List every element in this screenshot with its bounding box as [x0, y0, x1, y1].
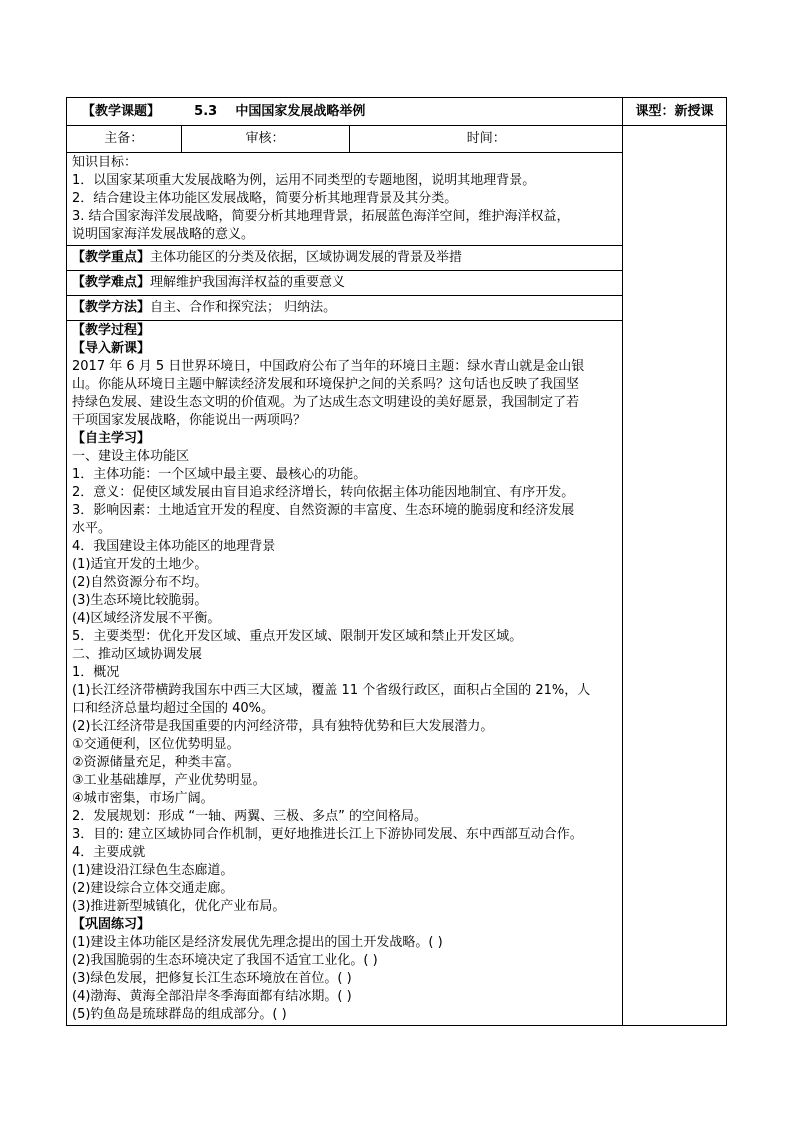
- intro-line: 干项国家发展战略，你能说出一两项吗？: [72, 413, 307, 428]
- key-points-label: 【教学重点】: [72, 250, 151, 265]
- study-line: 2．发展规划：形成 “一轴、两翼、三极、多点” 的空间格局。: [72, 809, 428, 824]
- methods-cell: [67, 296, 623, 321]
- prepared-by: 主备：: [67, 126, 181, 152]
- intro-title: 【导入新课】: [72, 341, 151, 356]
- study-line: ①交通便利，区位优势明显。: [72, 737, 240, 752]
- course-label: 【教学课题】: [82, 103, 161, 119]
- study-line: (2)自然资源分布不均。: [72, 575, 208, 590]
- study-line: 二、推动区域协调发展: [72, 647, 203, 662]
- reviewed-by: 审核：: [181, 126, 349, 152]
- meta-table: [67, 126, 623, 152]
- practice-line: (5)钓鱼岛是琉球群岛的组成部分。( ): [72, 1007, 287, 1022]
- study-line: (2)长江经济带是我国重要的内河经济带，具有独特优势和巨大发展潜力。: [72, 719, 494, 734]
- intro-line: 2017 年 6 月 5 日世界环境日，中国政府公布了当年的环境日主题：绿水青山就是金山银: [72, 359, 585, 374]
- study-line: 一、建设主体功能区: [72, 449, 190, 464]
- methods-label: 【教学方法】: [72, 300, 151, 315]
- lesson-type: 课型：新授课: [623, 98, 727, 126]
- practice-line: (1)建设主体功能区是经济发展优先理念提出的国土开发战略。( ): [72, 935, 443, 950]
- study-line: ③工业基础雄厚，产业优势明显。: [72, 773, 266, 788]
- practice-line: (2)我国脆弱的生态环境决定了我国不适宜工业化。( ): [72, 953, 378, 968]
- objective-item: 2．结合建设主体功能区发展战略，简要分析其地理背景及其分类。: [72, 191, 458, 206]
- study-line: 4．我国建设主体功能区的地理背景: [72, 539, 276, 554]
- intro-line: 持绿色发展、建设生态文明的价值观。为了达成生态文明建设的美好愿景，我国制定了若: [72, 395, 580, 410]
- methods-text: 自主、合作和探究法； 归纳法。: [150, 300, 337, 315]
- lesson-plan-table: [66, 97, 727, 1026]
- study-line: 口和经济总量均超过全国的 40%。: [72, 701, 275, 716]
- objective-item: 说明国家海洋发展战略的意义。: [72, 227, 255, 242]
- key-points-text: 主体功能区的分类及依据，区域协调发展的背景及举措: [150, 250, 463, 265]
- meta-row: [67, 126, 727, 153]
- practice-line: (3)绿色发展，把修复长江生态环境放在首位。( ): [72, 971, 352, 986]
- study-line: (3)推进新型城镇化，优化产业布局。: [72, 899, 286, 914]
- lesson-title: 中国国家发展战略举例: [235, 103, 366, 119]
- study-line: 4．主要成就: [72, 845, 146, 860]
- study-line: ②资源储量充足，种类丰富。: [72, 755, 240, 770]
- study-line: ④城市密集，市场广阔。: [72, 791, 214, 806]
- self-study-title: 【自主学习】: [72, 431, 151, 446]
- practice-line: (4)渤海、黄海全部沿岸冬季海面都有结冰期。( ): [72, 989, 352, 1004]
- objective-item: 1．以国家某项重大发展战略为例，运用不同类型的专题地图，说明其地理背景。: [72, 173, 536, 188]
- difficulties-label: 【教学难点】: [72, 275, 151, 290]
- practice-title: 【巩固练习】: [72, 917, 151, 932]
- study-line: 1．主体功能：一个区域中最主要、最核心的功能。: [72, 467, 367, 482]
- study-line: 5．主要类型：优化开发区域、重点开发区域、限制开发区域和禁止开发区域。: [72, 629, 523, 644]
- difficulties-text: 理解维护我国海洋权益的重要意义: [150, 275, 346, 290]
- study-line: 水平。: [72, 521, 112, 536]
- side-notes-column: [623, 126, 727, 1026]
- process-cell: [67, 321, 623, 1026]
- time-field: 时间：: [466, 131, 506, 146]
- lesson-number: 5.3: [194, 103, 218, 119]
- study-line: 2．意义：促使区域发展由盲目追求经济增长，转向依据主体功能因地制宜、有序开发。: [72, 485, 575, 500]
- difficulties-cell: [67, 271, 623, 296]
- study-line: 3．目的: 建立区域协同合作机制，更好地推进长江上下游协同发展、东中西部互动合作。: [72, 827, 583, 842]
- key-points-cell: [67, 246, 623, 271]
- study-line: (3)生态环境比较脆弱。: [72, 593, 208, 608]
- objectives-title: 知识目标：: [72, 155, 138, 170]
- study-line: (1)建设沿江绿色生态廊道。: [72, 863, 234, 878]
- meta-cell: [67, 126, 623, 153]
- lesson-topic-cell: [67, 98, 623, 126]
- study-line: (1)适宜开发的土地少。: [72, 557, 208, 572]
- objectives-cell: [67, 153, 623, 246]
- objective-item: 3. 结合国家海洋发展战略，简要分析其地理背景，拓展蓝色海洋空间，维护海洋权益，: [72, 209, 570, 224]
- study-line: (1)长江经济带横跨我国东中西三大区域，覆盖 11 个省级行政区，面积占全国的 21%，人: [72, 683, 591, 698]
- intro-line: 山。你能从环境日主题中解读经济发展和环境保护之间的关系吗？这句话也反映了我国坚: [72, 377, 580, 392]
- study-line: (2)建设综合立体交通走廊。: [72, 881, 234, 896]
- study-line: 1．概况: [72, 665, 120, 680]
- process-title: 【教学过程】: [72, 323, 151, 338]
- study-line: (4)区域经济发展不平衡。: [72, 611, 221, 626]
- header-row: [67, 98, 727, 126]
- study-line: 3．影响因素：土地适宜开发的程度、自然资源的丰富度、生态环境的脆弱度和经济发展: [72, 503, 575, 518]
